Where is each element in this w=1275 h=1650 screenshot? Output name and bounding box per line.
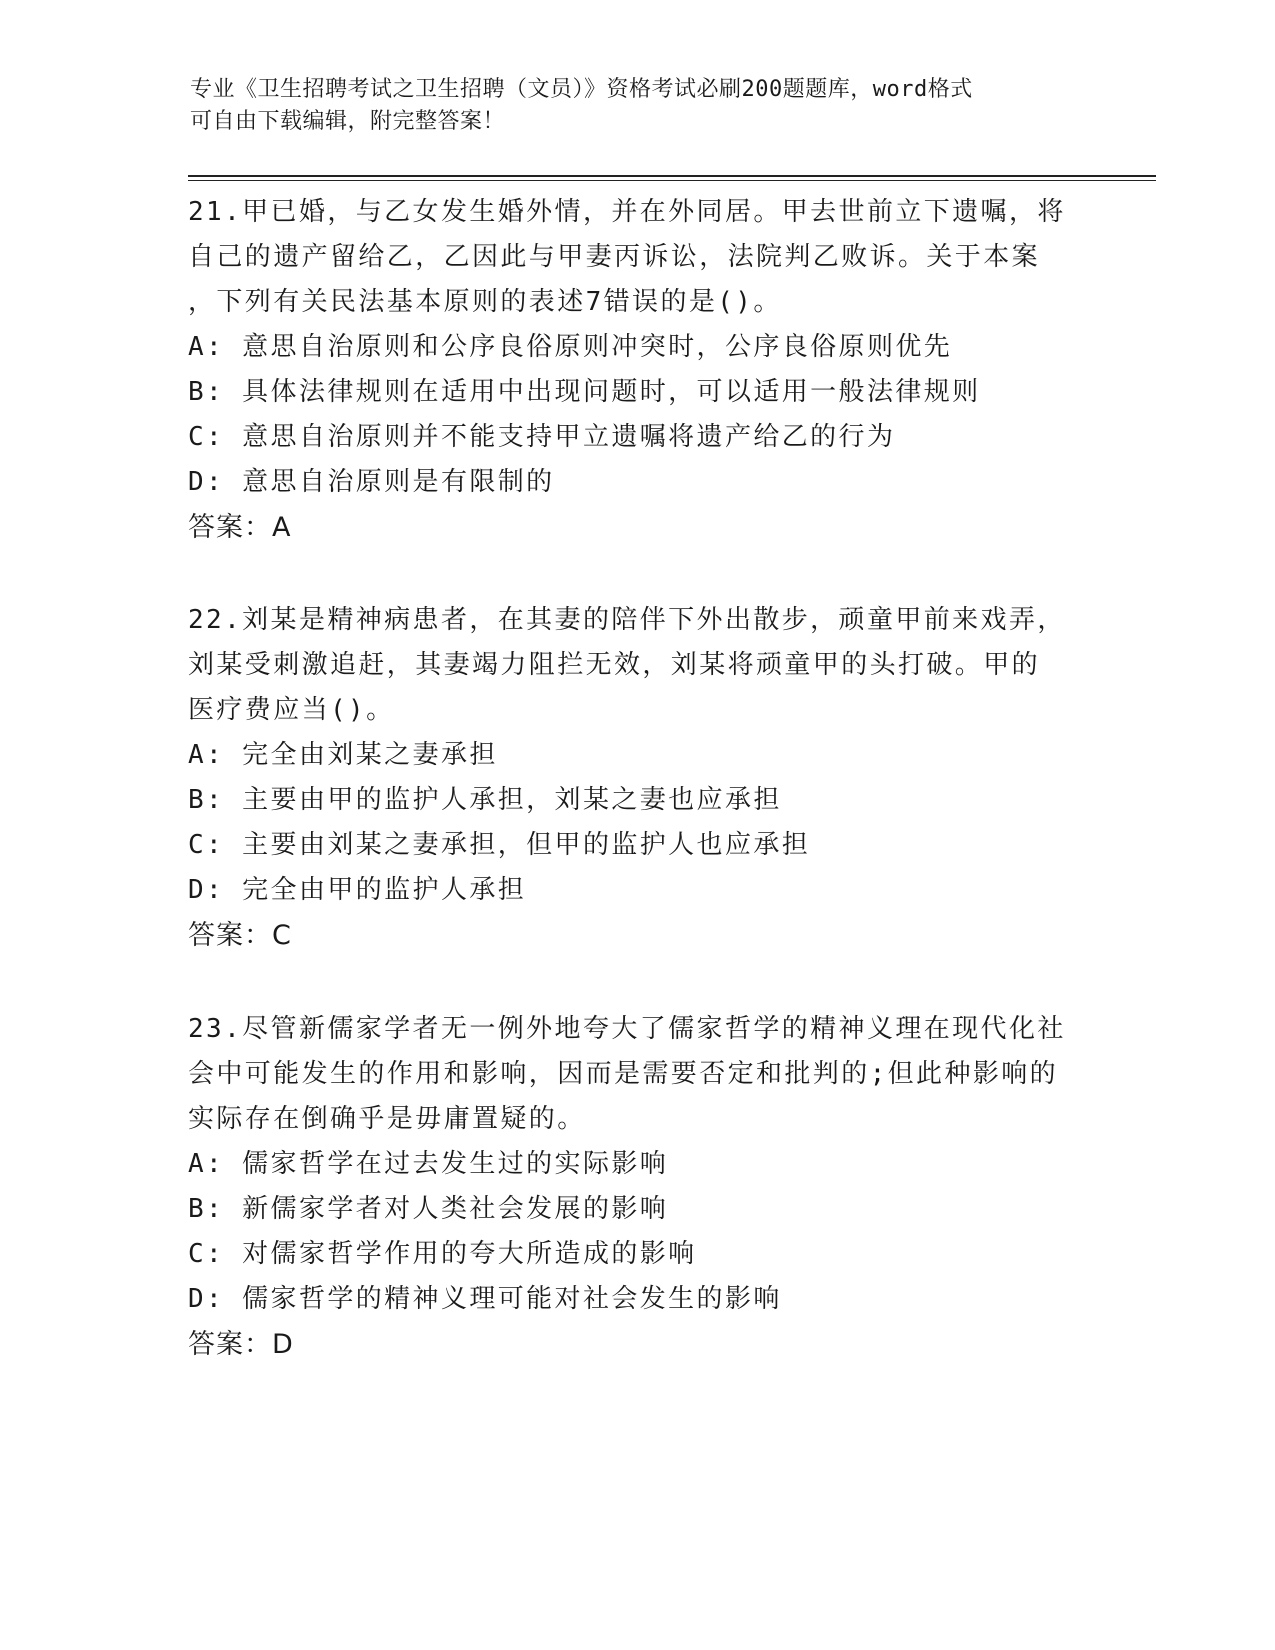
question-text-line: ，下列有关民法基本原则的表述7错误的是()。 — [188, 287, 782, 317]
option-d: D: 儒家哲学的精神义理可能对社会发生的影响 — [188, 1284, 782, 1314]
question-text-line: 实际存在倒确乎是毋庸置疑的。 — [188, 1104, 586, 1134]
question-text-line: 21.甲已婚，与乙女发生婚外情，并在外同居。甲去世前立下遗嘱，将 — [188, 197, 1066, 227]
header-line-1: 专业《卫生招聘考试之卫生招聘（文员）》资格考试必刷200题题库，word格式 — [190, 77, 973, 102]
option-c: C: 意思自治原则并不能支持甲立遗嘱将遗产给乙的行为 — [188, 422, 896, 452]
option-c: C: 对儒家哲学作用的夸大所造成的影响 — [188, 1239, 697, 1269]
option-a: A: 儒家哲学在过去发生过的实际影响 — [188, 1149, 669, 1179]
question-21 — [188, 190, 1088, 550]
option-d: D: 完全由甲的监护人承担 — [188, 875, 527, 905]
document-header — [190, 74, 1090, 138]
question-text-line: 自己的遗产留给乙，乙因此与甲妻丙诉讼，法院判乙败诉。关于本案 — [188, 242, 1041, 272]
header-line-2: 可自由下载编辑，附完整答案！ — [190, 109, 506, 134]
question-22 — [188, 598, 1088, 958]
question-text-line: 刘某受刺激追赶，其妻竭力阻拦无效，刘某将顽童甲的头打破。甲的 — [188, 650, 1041, 680]
option-b: B: 新儒家学者对人类社会发展的影响 — [188, 1194, 669, 1224]
header-divider-thin — [188, 180, 1156, 181]
question-text-line: 22.刘某是精神病患者，在其妻的陪伴下外出散步，顽童甲前来戏弄， — [188, 605, 1066, 635]
header-divider-thick — [188, 175, 1156, 177]
option-c: C: 主要由刘某之妻承担，但甲的监护人也应承担 — [188, 830, 811, 860]
question-text-line: 23.尽管新儒家学者无一例外地夸大了儒家哲学的精神义理在现代化社 — [188, 1014, 1066, 1044]
option-b: B: 主要由甲的监护人承担，刘某之妻也应承担 — [188, 785, 782, 815]
question-text-line: 医疗费应当()。 — [188, 695, 395, 725]
option-a: A: 完全由刘某之妻承担 — [188, 740, 498, 770]
answer-label: 答案：C — [188, 920, 292, 951]
question-23 — [188, 1007, 1088, 1367]
question-text-line: 会中可能发生的作用和影响，因而是需要否定和批判的;但此种影响的 — [188, 1059, 1059, 1089]
option-a: A: 意思自治原则和公序良俗原则冲突时，公序良俗原则优先 — [188, 332, 953, 362]
answer-label: 答案：A — [188, 512, 292, 543]
option-b: B: 具体法律规则在适用中出现问题时，可以适用一般法律规则 — [188, 377, 981, 407]
option-d: D: 意思自治原则是有限制的 — [188, 467, 555, 497]
answer-label: 答案：D — [188, 1329, 294, 1360]
